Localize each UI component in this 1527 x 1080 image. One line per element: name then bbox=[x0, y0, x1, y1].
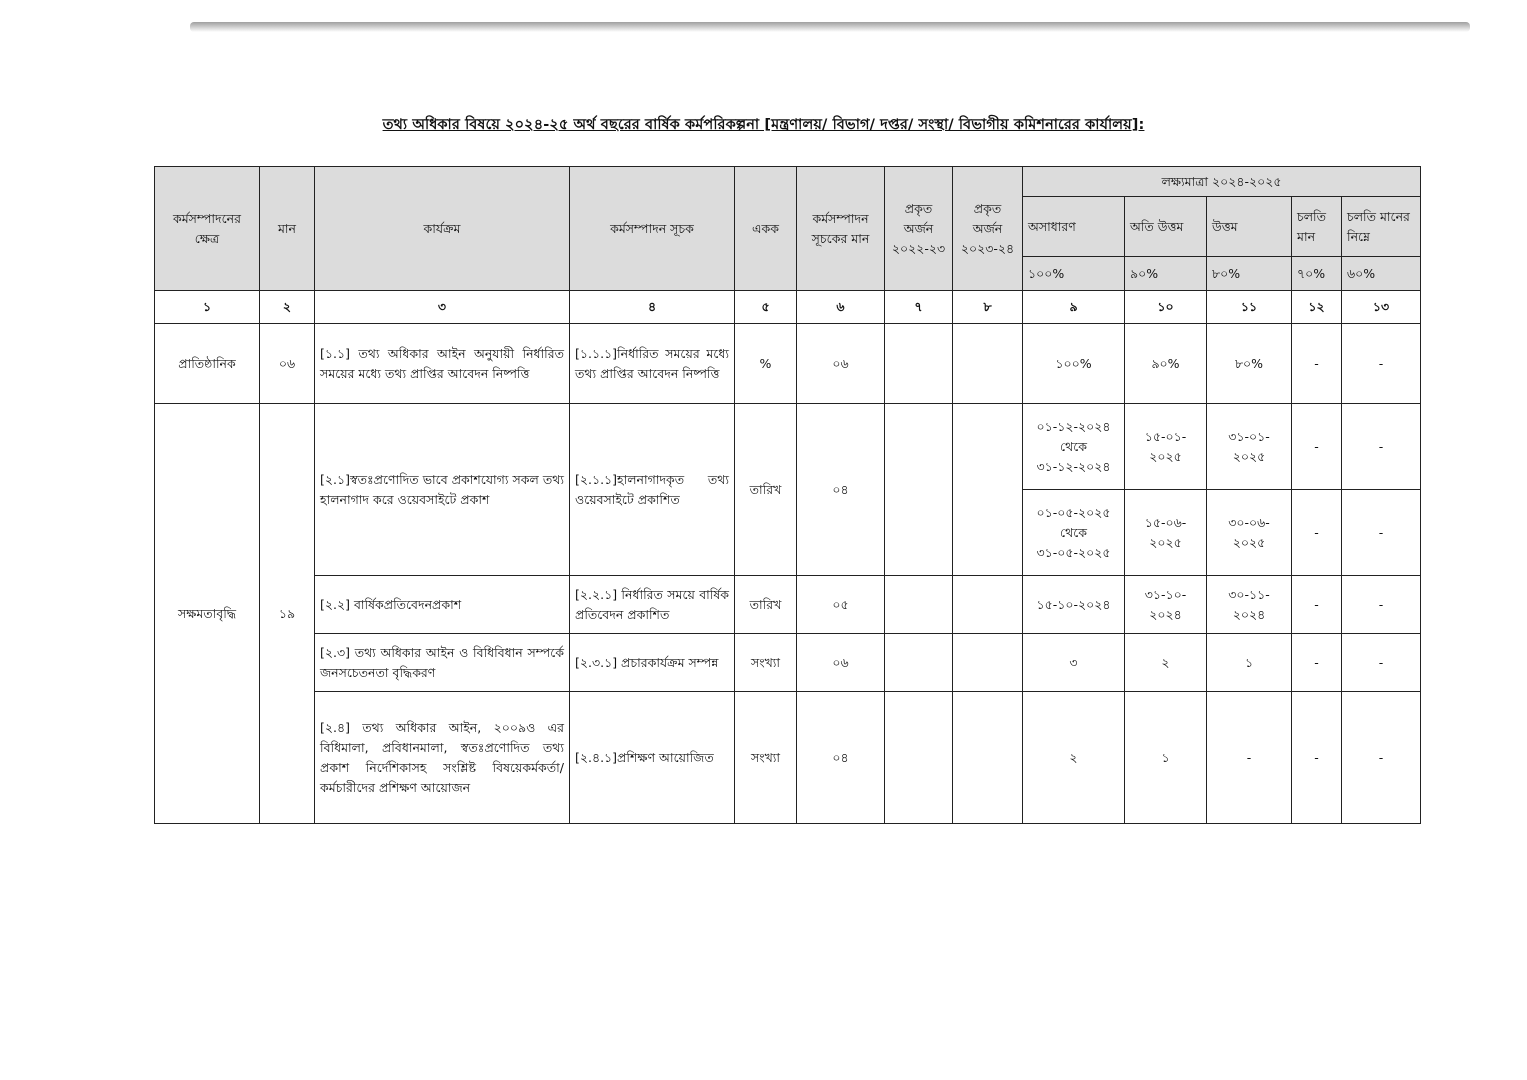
column-number: ৩ bbox=[315, 291, 570, 324]
indicator-cell: [২.৩.১] প্রচারকার্যক্রম সম্পন্ন bbox=[570, 634, 735, 692]
header-indicator-weight: কর্মসম্পাদন সূচকের মান bbox=[797, 167, 885, 291]
target-very-good-cell: ১ bbox=[1125, 692, 1207, 824]
column-number: ১ bbox=[155, 291, 260, 324]
target-below-fair-cell: - bbox=[1342, 490, 1421, 576]
target-below-fair-cell: - bbox=[1342, 692, 1421, 824]
activity-cell: [১.১] তথ্য অধিকার আইন অনুযায়ী নির্ধারিত সময়ের মধ্যে তথ্য প্রাপ্তির আবেদন নিষ্পত্তি bbox=[315, 324, 570, 404]
weight-cell: ০৬ bbox=[260, 324, 315, 404]
column-number-row bbox=[155, 291, 1421, 324]
target-excellent-cell bbox=[1023, 404, 1125, 490]
header-actual-2023-24: প্রকৃত অর্জন ২০২৩-২৪ bbox=[953, 167, 1023, 291]
header-unit: একক bbox=[735, 167, 797, 291]
header-pct-fair: ৭০% bbox=[1292, 257, 1342, 291]
column-number: ১০ bbox=[1125, 291, 1207, 324]
indicator-weight-cell: ০৫ bbox=[797, 576, 885, 634]
unit-cell: তারিখ bbox=[735, 404, 797, 576]
target-excellent-cell: ২ bbox=[1023, 692, 1125, 824]
date-part: ১৫-০১- bbox=[1144, 428, 1187, 444]
table-row bbox=[155, 576, 1421, 634]
target-fair-cell: - bbox=[1292, 692, 1342, 824]
indicator-cell: [২.১.১]হালনাগাদকৃত তথ্য ওয়েবসাইটে প্রকাশিত bbox=[570, 404, 735, 576]
actual-2022-23-cell bbox=[885, 404, 953, 576]
indicator-cell: [১.১.১]নির্ধারিত সময়ের মধ্যে তথ্য প্রাপ্তির আবেদন নিষ্পত্তি bbox=[570, 324, 735, 404]
area-cell: প্রাতিষ্ঠানিক bbox=[155, 324, 260, 404]
target-very-good-cell: ৯০% bbox=[1125, 324, 1207, 404]
target-excellent-cell bbox=[1023, 490, 1125, 576]
target-fair-cell: - bbox=[1292, 404, 1342, 490]
column-number: ১৩ bbox=[1342, 291, 1421, 324]
header-area: কর্মসম্পাদনের ক্ষেত্র bbox=[155, 167, 260, 291]
actual-2023-24-cell bbox=[953, 576, 1023, 634]
date-part: ১৫-০৬- bbox=[1144, 514, 1187, 530]
header-target-group: লক্ষ্যমাত্রা ২০২৪-২০২৫ bbox=[1023, 167, 1421, 197]
header-target-good: উত্তম bbox=[1207, 197, 1292, 257]
target-good-cell bbox=[1207, 404, 1292, 490]
target-below-fair-cell: - bbox=[1342, 404, 1421, 490]
target-below-fair-cell: - bbox=[1342, 634, 1421, 692]
header-target-very-good: অতি উত্তম bbox=[1125, 197, 1207, 257]
header-target-excellent: অসাধারণ bbox=[1023, 197, 1125, 257]
header-pct-below-fair: ৬০% bbox=[1342, 257, 1421, 291]
target-very-good-cell bbox=[1125, 404, 1207, 490]
unit-cell: সংখ্যা bbox=[735, 692, 797, 824]
actual-2023-24-cell bbox=[953, 692, 1023, 824]
column-number: ৯ bbox=[1023, 291, 1125, 324]
target-good-cell bbox=[1207, 576, 1292, 634]
target-fair-cell: - bbox=[1292, 576, 1342, 634]
date-part: ৩১-০১- bbox=[1228, 428, 1270, 444]
table-row bbox=[155, 634, 1421, 692]
date-year: ২০২৪ bbox=[1232, 606, 1266, 622]
column-number: ১১ bbox=[1207, 291, 1292, 324]
date-to: ৩১-১২-২০২৪ bbox=[1036, 458, 1111, 474]
annual-workplan-table bbox=[154, 166, 1421, 824]
date-range-word: থেকে bbox=[1060, 524, 1087, 540]
date-year: ২০২৫ bbox=[1149, 534, 1182, 550]
date-to: ৩১-০৫-২০২৫ bbox=[1036, 544, 1111, 560]
target-excellent-cell: ১৫-১০-২০২৪ bbox=[1023, 576, 1125, 634]
column-number: ২ bbox=[260, 291, 315, 324]
indicator-cell: [২.২.১] নির্ধারিত সময়ে বার্ষিক প্রতিবেদন প্রকাশিত bbox=[570, 576, 735, 634]
target-below-fair-cell: - bbox=[1342, 324, 1421, 404]
header-pct-very-good: ৯০% bbox=[1125, 257, 1207, 291]
date-year: ২০২৫ bbox=[1232, 534, 1266, 550]
date-part: ৩১-১০- bbox=[1144, 586, 1187, 602]
date-year: ২০২৫ bbox=[1149, 448, 1182, 464]
column-number: ১২ bbox=[1292, 291, 1342, 324]
header-indicator: কর্মসম্পাদন সূচক bbox=[570, 167, 735, 291]
target-excellent-cell: ১০০% bbox=[1023, 324, 1125, 404]
table-row bbox=[155, 404, 1421, 490]
column-number: ৪ bbox=[570, 291, 735, 324]
date-from: ০১-১২-২০২৪ bbox=[1036, 418, 1111, 434]
target-fair-cell: - bbox=[1292, 324, 1342, 404]
scan-edge-shadow bbox=[190, 22, 1470, 32]
unit-cell: সংখ্যা bbox=[735, 634, 797, 692]
actual-2022-23-cell bbox=[885, 576, 953, 634]
unit-cell: তারিখ bbox=[735, 576, 797, 634]
date-range-word: থেকে bbox=[1060, 438, 1087, 454]
actual-2023-24-cell bbox=[953, 404, 1023, 576]
date-year: ২০২৪ bbox=[1149, 606, 1182, 622]
target-good-cell: ৮০% bbox=[1207, 324, 1292, 404]
column-number: ৬ bbox=[797, 291, 885, 324]
target-good-cell bbox=[1207, 490, 1292, 576]
activity-cell: [২.৩] তথ্য অধিকার আইন ও বিধিবিধান সম্পর্কে জনসচেতনতা বৃদ্ধিকরণ bbox=[315, 634, 570, 692]
actual-2022-23-cell bbox=[885, 692, 953, 824]
target-very-good-cell: ২ bbox=[1125, 634, 1207, 692]
indicator-weight-cell: ০৪ bbox=[797, 692, 885, 824]
target-fair-cell: - bbox=[1292, 634, 1342, 692]
unit-cell: % bbox=[735, 324, 797, 404]
column-number: ৭ bbox=[885, 291, 953, 324]
activity-cell: [২.১]স্বতঃপ্রণোদিত ভাবে প্রকাশযোগ্য সকল তথ্য হালনাগাদ করে ওয়েবসাইটে প্রকাশ bbox=[315, 404, 570, 576]
indicator-weight-cell: ০৬ bbox=[797, 634, 885, 692]
target-very-good-cell bbox=[1125, 490, 1207, 576]
target-very-good-cell bbox=[1125, 576, 1207, 634]
target-good-cell: ১ bbox=[1207, 634, 1292, 692]
actual-2022-23-cell bbox=[885, 324, 953, 404]
table-row bbox=[155, 692, 1421, 824]
weight-cell: ১৯ bbox=[260, 404, 315, 824]
column-number: ৫ bbox=[735, 291, 797, 324]
actual-2023-24-cell bbox=[953, 324, 1023, 404]
target-below-fair-cell: - bbox=[1342, 576, 1421, 634]
area-cell: সক্ষমতাবৃদ্ধি bbox=[155, 404, 260, 824]
header-actual-2022-23: প্রকৃত অর্জন ২০২২-২৩ bbox=[885, 167, 953, 291]
indicator-weight-cell: ০৬ bbox=[797, 324, 885, 404]
target-fair-cell: - bbox=[1292, 490, 1342, 576]
document-title: তথ্য অধিকার বিষয়ে ২০২৪-২৫ অর্থ বছরের বার্ষিক কর্মপরিকল্পনা [মন্ত্রণালয়/ বিভাগ/ দপ্তর/ সংস্থা/ বিভাগীয় কমিশনারের কার্যালয়]: bbox=[382, 117, 1145, 133]
header-target-below-fair: চলতি মানের নিম্নে bbox=[1342, 197, 1421, 257]
date-part: ৩০-০৬- bbox=[1228, 514, 1270, 530]
header-pct-excellent: ১০০% bbox=[1023, 257, 1125, 291]
indicator-cell: [২.৪.১]প্রশিক্ষণ আয়োজিত bbox=[570, 692, 735, 824]
header-target-fair: চলতি মান bbox=[1292, 197, 1342, 257]
indicator-weight-cell: ০৪ bbox=[797, 404, 885, 576]
date-year: ২০২৫ bbox=[1232, 448, 1266, 464]
column-number: ৮ bbox=[953, 291, 1023, 324]
header-activity: কার্যক্রম bbox=[315, 167, 570, 291]
date-part: ৩০-১১- bbox=[1228, 586, 1270, 602]
actual-2022-23-cell bbox=[885, 634, 953, 692]
table-row bbox=[155, 324, 1421, 404]
actual-2023-24-cell bbox=[953, 634, 1023, 692]
target-excellent-cell: ৩ bbox=[1023, 634, 1125, 692]
date-from: ০১-০৫-২০২৫ bbox=[1036, 504, 1111, 520]
header-weight: মান bbox=[260, 167, 315, 291]
activity-cell: [২.২] বার্ষিকপ্রতিবেদনপ্রকাশ bbox=[315, 576, 570, 634]
activity-cell: [২.৪] তথ্য অধিকার আইন, ২০০৯ও এর বিধিমালা, প্রবিধানমালা, স্বতঃপ্রণোদিত তথ্য প্রকাশ নির্দেশিকাসহ সংশ্লিষ্ট বিষয়েকর্মকর্তা/কর্মচারীদের প্রশিক্ষণ আয়োজন bbox=[315, 692, 570, 824]
header-pct-good: ৮০% bbox=[1207, 257, 1292, 291]
target-good-cell: - bbox=[1207, 692, 1292, 824]
